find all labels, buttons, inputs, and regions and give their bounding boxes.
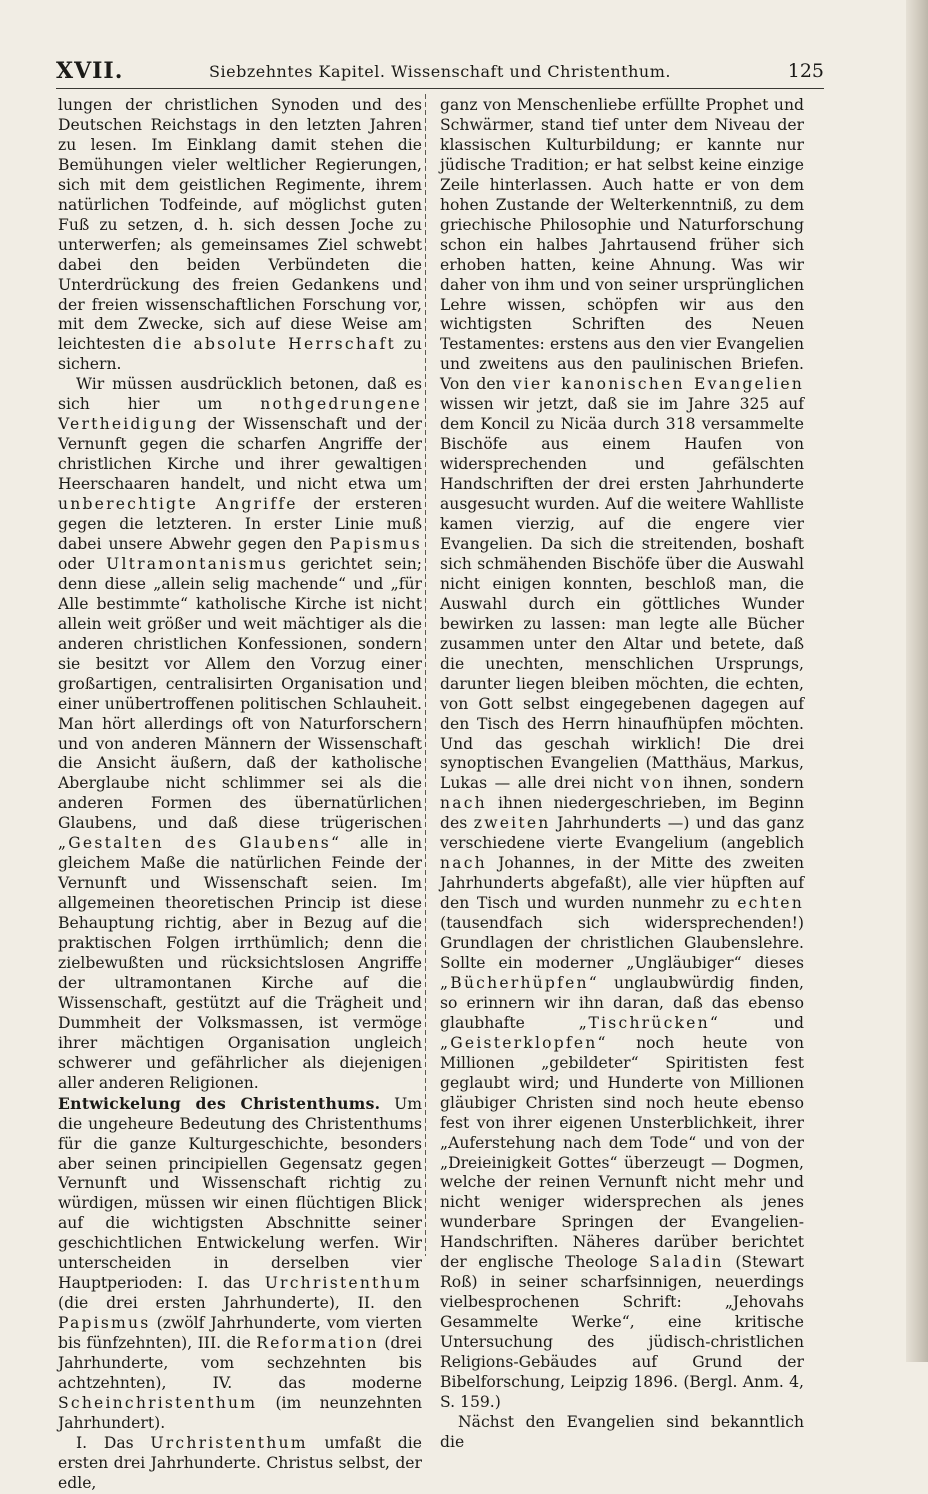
- emphasis: echten: [737, 894, 804, 913]
- column-divider: [425, 94, 426, 1256]
- text-run: ihnen, sondern: [683, 774, 804, 793]
- text-run: (drei Jahrhunderte, vom sechzehnten bis achtzehnten), IV. das moderne: [58, 1334, 422, 1392]
- text-run: umfaßt die ersten drei Jahrhunderte. Christus selbst, der edle,: [58, 1433, 422, 1492]
- text-run: gerichtet sein; denn diese „allein selig machende“ und „für Alle bestimmte“ katholische Kirche ist nicht allein weit größer und weit mächtiger als die anderen christlichen Konfessionen, sondern sie besitzt vor Allem den Vorzug einer großartigen, centralisirten Organisation und einer unübertroffenen politischen Schlauheit. Man hört allerdings oft von Naturforschern und von anderen Männern der Wissenschaft die Ansicht äußern, daß der katholische Aberglaube nicht schlimmer sei als die anderen Formen des übernatürlichen Glaubens, und daß diese trügerischen: [58, 554, 422, 833]
- text-run: ihnen niedergeschrieben, im Beginn des: [440, 794, 804, 833]
- paragraph: [58, 375, 422, 1093]
- emphasis: nothgedrungene Vertheidigung: [58, 395, 422, 434]
- emphasis: unberechtigte Angriffe: [58, 495, 298, 514]
- book-spine-shadow: [906, 0, 928, 1362]
- emphasis: „Bücherhüpfen“: [440, 973, 599, 992]
- text-run: Johannes, in der Mitte des zweiten Jahrhunderts abgefaßt), alle vier hüpften auf den Tisch und wurden nunmehr zu: [440, 854, 804, 913]
- page-number: 125: [787, 60, 824, 82]
- emphasis: vier kanonischen Evangelien: [512, 375, 804, 394]
- paragraph: [58, 1094, 422, 1434]
- running-title: Siebzehntes Kapitel. Wissenschaft und Christenthum.: [209, 62, 671, 81]
- text-run: Jahrhunderts —) und das ganz verschiedene vierte Evangelium (angeblich: [440, 814, 804, 853]
- text-run: lungen der christlichen Synoden und des Deutschen Reichstags in den letzten Jahren zu lesen. Im Einklang damit stehen die Bemühungen vieler weltlicher Regierungen, sich mit dem geistlichen Regimente, ihrem natürlichen Todfeinde, auf möglichst guten Fuß zu setzen, d. h. sich dessen Joche zu unterwerfen; als gemeinsames Ziel schwebt dabei den beiden Verbündeten die Unterdrückung des freien Gedankens und der freien wissenschaftlichen Forschung vor, mit dem Zwecke, sich auf diese Weise am leichtesten: [58, 96, 422, 354]
- text-run: (die drei ersten Jahrhunderte), II. den: [58, 1294, 422, 1313]
- left-column: [58, 96, 422, 1494]
- emphasis: Ultramontanismus: [106, 554, 289, 573]
- text-run: zu sichern.: [58, 335, 422, 374]
- chapter-number: XVII.: [56, 58, 124, 84]
- emphasis: Papismus: [58, 1314, 151, 1333]
- text-run: und: [773, 1013, 804, 1032]
- text-run: (im neunzehnten Jahrhundert).: [58, 1393, 422, 1432]
- emphasis: zweiten: [473, 814, 551, 833]
- emphasis: von: [640, 774, 676, 793]
- text-run: der ersteren gegen die letzteren. In erster Linie muß dabei unsere Abwehr gegen den: [58, 495, 422, 553]
- text-run: Um die ungeheure Bedeutung des Christenthums für die ganze Kulturgeschichte, besonders aber seinen principiellen Gegensatz gegen Vernunft und Wissenschaft richtig zu würdigen, müssen wir einen flüchtigen Blick auf die wichtigsten Abschnitte seiner geschichtlichen Entwickelung werfen. Wir unterscheiden in derselben vier Hauptperioden: I. das: [58, 1094, 422, 1293]
- emphasis: nach: [440, 854, 487, 873]
- text-run: alle in gleichem Maße die natürlichen Feinde der Vernunft und Wissenschaft seien. Im allgemeinen theoretischen Princip ist diese Behauptung richtig, aber in Bezug auf die praktischen Folgen irrthümlich; denn die zielbewußten und rücksichtslosen Angriffe der ultramontanen Kirche auf die Wissenschaft, gestützt auf die Trägheit und Dummheit der Volksmassen, ist vermöge ihrer mächtigen Organisation ungleich schwerer und gefährlicher als diejenigen aller anderen Religionen.: [58, 834, 422, 1092]
- section-heading: Entwickelung des Christenthums.: [58, 1093, 381, 1113]
- text-run: (zwölf Jahrhunderte, vom vierten bis fünfzehnten), III. die: [58, 1314, 422, 1353]
- text-run: oder: [58, 554, 95, 573]
- paragraph: [58, 1434, 422, 1494]
- text-run: (tausendfach sich widersprechenden!) Grundlagen der christlichen Glaubenslehre. Sollte ein moderner „Ungläubiger“ dieses: [440, 914, 804, 972]
- text-run: noch heute von Millionen „gebildeter“ Spiritisten fest geglaubt wird; und Hunderte von Millionen gläubiger Christen sind noch heute ebenso fest von ihrer eigenen Unsterblichkeit, ihrer „Auferstehung nach dem Tode“ und von der „Dreieinigkeit Gottes“ überzeugt — Dogmen, welche der reinen Vernunft nicht mehr und nicht weniger widersprechen als jenes wunderbare Springen der Evangelien-Handschriften. Näheres darüber berichtet der englische Theologe: [440, 1033, 804, 1272]
- emphasis: Scheinchristenthum: [58, 1393, 258, 1412]
- text-run: (Stewart Roß) in seiner scharfsinnigen, neuerdings vielbesprochenen Schrift: „Jehovahs Gesammelte Werke“, eine kritische Untersuchung des jüdisch-christlichen Religions-Gebäudes auf Grund der Bibelforschung, Leipzig 1896. (Bergl. Anm. 4, S. 159.): [440, 1253, 804, 1411]
- emphasis: nach: [440, 794, 487, 813]
- emphasis: „Geisterklopfen“: [440, 1033, 608, 1052]
- text-run: wissen wir jetzt, daß sie im Jahre 325 auf dem Koncil zu Nicäa durch 318 versammelte Bischöfe aus einem Haufen von widersprechenden und gefälschten Handschriften der drei ersten Jahrhunderte ausgesucht wurden. Auf die weitere Wahlliste kamen vierzig, auf die engere vier Evangelien. Da sich die streitenden, boshaft sich schmähenden Bischöfe über die Auswahl nicht einigen konnten, beschloß man, die Auswahl durch ein göttliches Wunder bewirken zu lassen: man legte alle Bücher zusammen unter den Altar und betete, daß die unechten, menschlichen Ursprungs, darunter liegen bleiben möchten, die echten, von Gott selbst eingegebenen dagegen auf den Tisch des Herrn hinaufhüpfen möchten. Und das geschah wirklich! Die drei synoptischen Evangelien (Matthäus, Markus, Lukas — alle drei nicht: [440, 395, 804, 793]
- paragraph: [440, 96, 804, 1413]
- emphasis: Papismus: [329, 534, 422, 553]
- text-run: unglaubwürdig finden, so erinnern wir ihn daran, daß das ebenso glaubhafte: [440, 973, 804, 1032]
- emphasis: Reformation: [256, 1334, 379, 1353]
- text-run: Nächst den Evangelien sind bekanntlich die: [440, 1412, 804, 1451]
- emphasis: „Tischrücken“: [578, 1013, 721, 1032]
- emphasis: die absolute Herrschaft: [152, 335, 396, 354]
- text-run: der Wissenschaft und der Vernunft gegen die scharfen Angriffe der christlichen Kirche und ihrer gewaltigen Heerschaaren handelt, und nicht etwa um: [58, 415, 422, 494]
- emphasis: Saladin: [649, 1253, 724, 1272]
- emphasis: Urchristenthum: [150, 1433, 308, 1452]
- text-run: ganz von Menschenliebe erfüllte Prophet und Schwärmer, stand tief unter dem Niveau der klassischen Kulturbildung; er kannte nur jüdische Tradition; er hat selbst keine einzige Zeile hinterlassen. Auch hatte er von dem hohen Zustande der Welterkenntniß, zu dem griechische Philosophie und Naturforschung schon ein halbes Jahrtausend früher sich erhoben hatten, keine Ahnung. Was wir daher von ihm und von seiner ursprünglichen Lehre wissen, schöpfen wir aus den wichtigsten Schriften des Neuen Testamentes: erstens aus den vier Evangelien und zweitens aus den paulinischen Briefen. Von den: [440, 96, 804, 394]
- paragraph: [58, 96, 422, 375]
- running-header: [56, 58, 824, 86]
- text-run: Wir müssen ausdrücklich betonen, daß es sich hier um: [58, 375, 422, 414]
- emphasis: Urchristenthum: [264, 1274, 422, 1293]
- paragraph: [440, 1413, 804, 1453]
- emphasis: „Gestalten des Glaubens“: [58, 834, 342, 853]
- header-rule: [56, 88, 824, 89]
- text-run: I. Das: [76, 1433, 134, 1452]
- right-column: [440, 96, 804, 1453]
